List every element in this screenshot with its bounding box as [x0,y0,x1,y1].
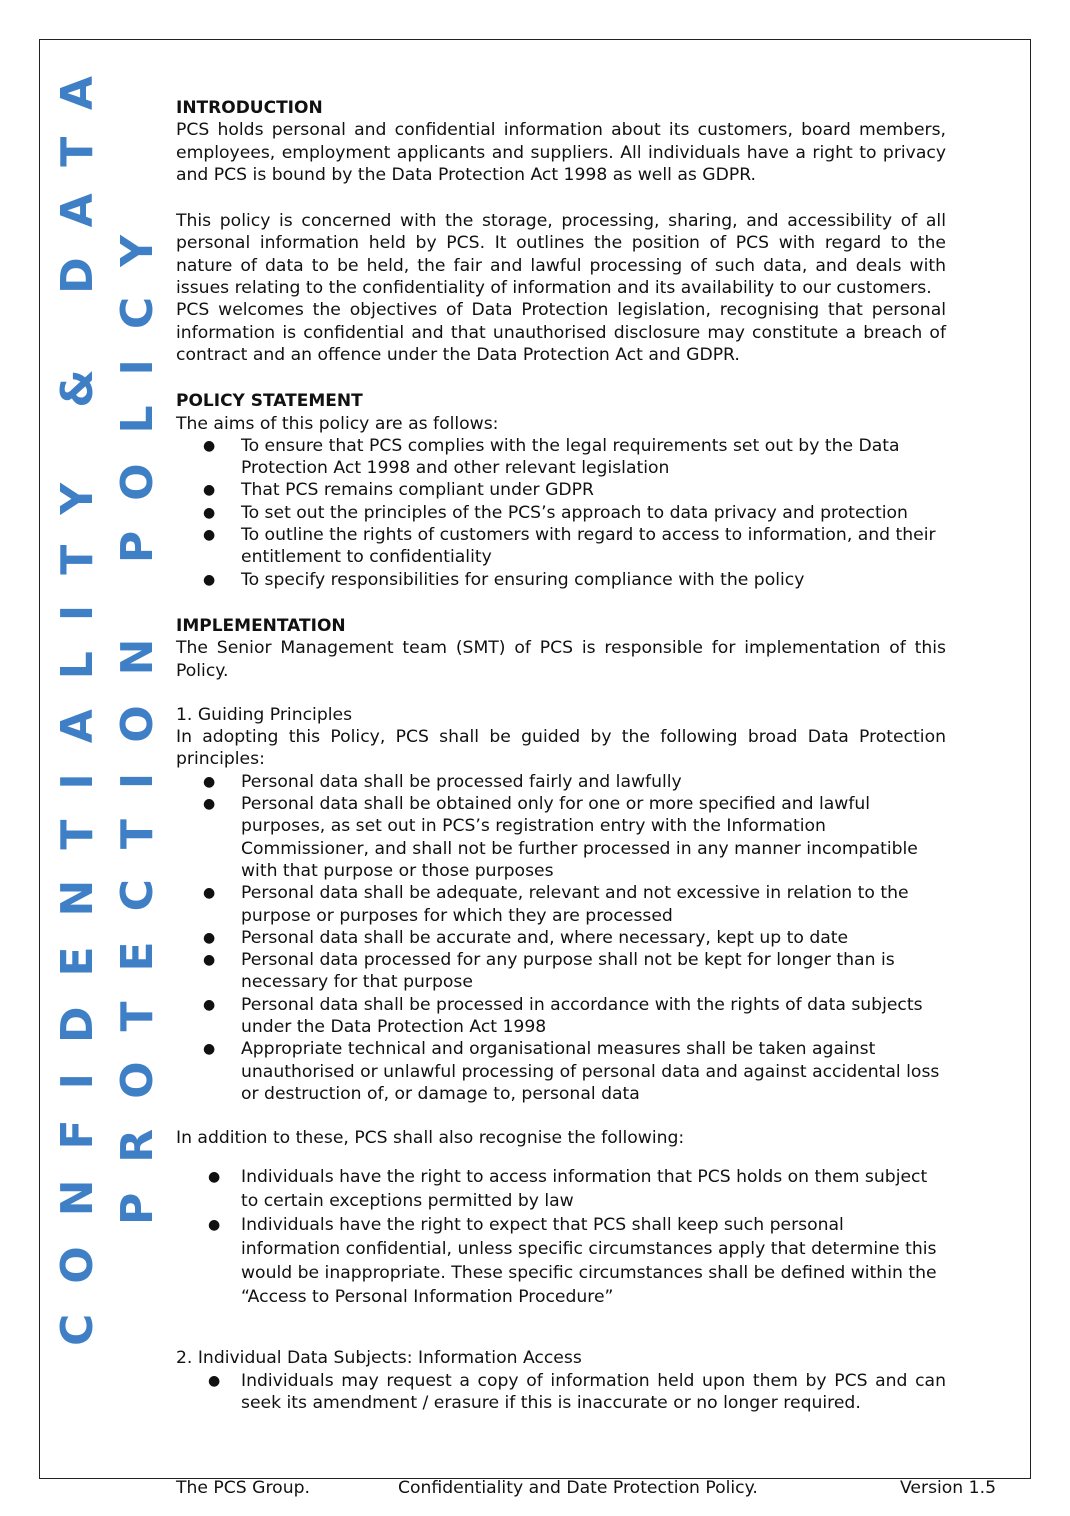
bullet-icon: ● [203,1041,216,1058]
bullet-icon: ● [203,929,216,946]
list-item: ● Personal data shall be processed fairly and lawfully [203,771,682,792]
paragraph: The Senior Management team (SMT) of PCS is responsible for implementation of this Policy. [176,638,946,681]
list-item: ● Personal data shall be accurate and, where necessary, kept up to date [203,927,849,948]
principles-list [176,771,946,1105]
bullet-icon: ● [203,952,216,969]
list-item: ● To ensure that PCS complies with the legal requirements set out by the Data Protection Act 1998 and other relevant legislation [203,435,900,479]
list-item: ● To specify responsibilities for ensuring compliance with the policy [203,569,805,590]
bullet-icon: ● [203,437,216,454]
list-item: ● Appropriate technical and organisational measures shall be taken against unauthorised or unlawful processing of personal data and against accidental loss or destruction of, or damage to, personal data [203,1039,940,1104]
paragraph: In addition to these, PCS shall also recognise the following: [176,1128,685,1149]
section-heading-introduction: INTRODUCTION [176,98,323,118]
paragraph: In adopting this Policy, PCS shall be guided by the following broad Data Protection principles: [176,727,946,770]
list-item: ● Individuals have the right to expect that PCS shall keep such personal information confidential, unless specific circumstances apply that determine this would be inappropriate. These specific circumstances shall be defined within the “Access to Personal Information Procedure” [208,1215,937,1308]
list-item: ● To set out the principles of the PCS’s approach to data privacy and protection [203,502,908,523]
list-item: ● Personal data shall be adequate, relevant and not excessive in relation to the purpose or purposes for which they are processed [203,883,909,926]
section-heading-policy: POLICY STATEMENT [176,391,363,412]
bullet-icon: ● [203,482,216,499]
policy-aims-list [176,435,946,591]
subheading-information-access: 2. Individual Data Subjects: Information Access [176,1348,582,1369]
subheading-guiding-principles: 1. Guiding Principles [176,704,353,725]
list-item: ● Personal data processed for any purpose shall not be kept for longer than is necessary for that purpose [203,950,895,993]
footer-version: Version 1.5 [900,1478,996,1498]
rights-list [176,1165,946,1309]
footer-organisation: The PCS Group. [176,1478,310,1498]
document-body [176,97,946,1414]
access-list [176,1370,946,1415]
side-title-line2: PROTECTION POLICY [112,204,163,1225]
list-item: ● Personal data shall be processed in accordance with the rights of data subjects under the Data Protection Act 1998 [203,994,923,1037]
bullet-icon: ● [208,1217,221,1234]
bullet-icon: ● [208,1169,221,1186]
list-item: ● Individuals have the right to access information that PCS holds on them subject to certain exceptions permitted by law [208,1167,928,1212]
paragraph: This policy is concerned with the storage, processing, sharing, and accessibility of all personal information held by PCS. It outlines the position of PCS with regard to the nature of data to be held, the fair and lawful processing of such data, and deals with issues relating to the confidentiality of information and its availability to our customers. [176,211,946,299]
bullet-icon: ● [203,885,216,902]
list-item: ● To outline the rights of customers with regard to access to information, and their entitlement to confidentiality [203,525,936,568]
paragraph: The aims of this policy are as follows: [176,413,499,434]
bullet-icon: ● [208,1372,221,1389]
footer-document-title: Confidentiality and Date Protection Policy. [398,1478,758,1498]
list-item: ● Personal data shall be obtained only for one or more specified and lawful purposes, as set out in PCS’s registration entry with the Information Commissioner, and shall not be further processed in any manner incompatible with that purpose or those purposes [203,794,918,881]
bullet-icon: ● [203,773,216,790]
side-title-line1: CONFIDENTIALITY & DATA [52,46,103,1346]
paragraph: PCS welcomes the objectives of Data Protection legislation, recognising that personal information is confidential and that unauthorised disclosure may constitute a breach of contract and an offence under the Data Protection Act and GDPR. [176,300,946,365]
list-item: ● That PCS remains compliant under GDPR [203,480,594,501]
bullet-icon: ● [203,504,216,521]
paragraph: PCS holds personal and confidential information about its customers, board members, employees, employment applicants and suppliers. All individuals have a right to privacy and PCS is bound by the Data Protection Act 1998 as well as GDPR. [176,120,946,185]
bullet-icon: ● [203,571,216,588]
section-heading-implementation: IMPLEMENTATION [176,615,346,636]
bullet-icon: ● [203,996,216,1013]
list-item: ● Individuals may request a copy of information held upon them by PCS and can seek its amendment / erasure if this is inaccurate or no longer required. [208,1370,946,1414]
bullet-icon: ● [203,527,216,544]
bullet-icon: ● [203,796,216,813]
